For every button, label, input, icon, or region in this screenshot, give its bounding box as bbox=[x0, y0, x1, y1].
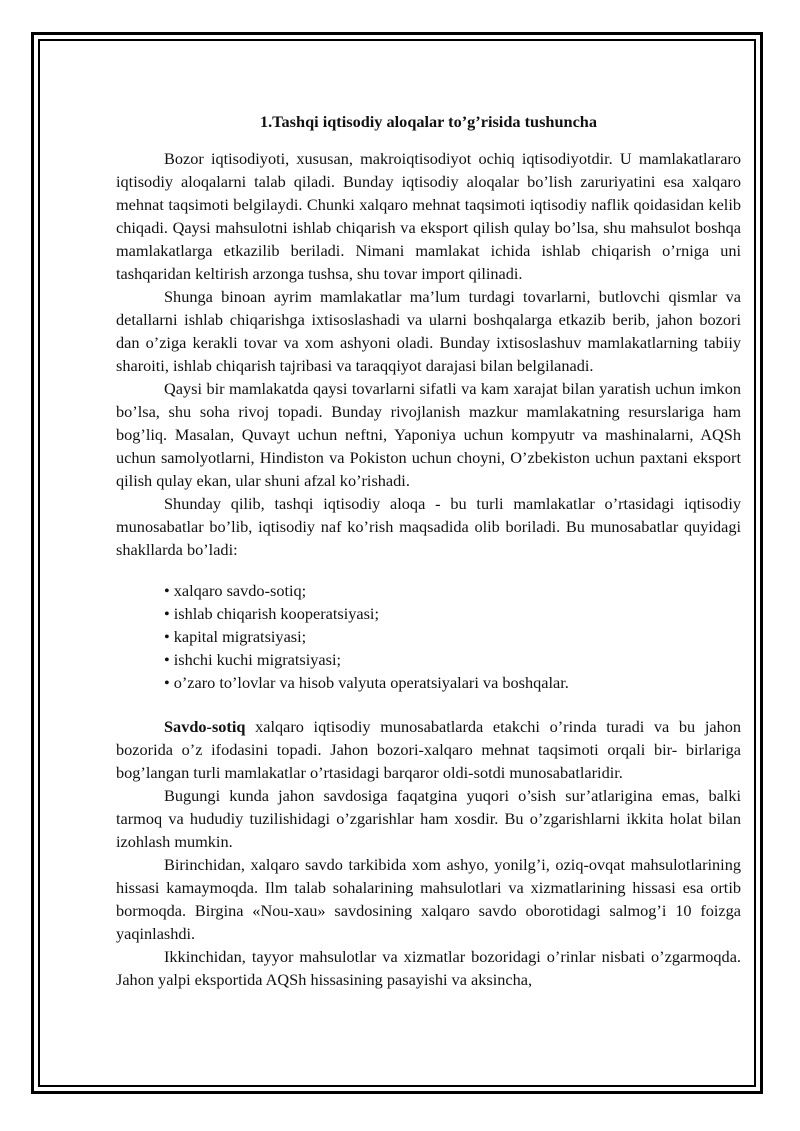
bold-term: Savdo-sotiq bbox=[164, 717, 246, 736]
spacer bbox=[116, 694, 741, 715]
paragraph: Bozor iqtisodiyoti, xususan, makroiqtisodiyot ochiq iqtisodiyotdir. U mamlakatlararo iqtisodiy aloqalarni talab qiladi. Bunday iqtisodiy aloqalar bo’lish zaruriyatini esa xalqaro mehnat taqsimoti belgilaydi. Chunki xalqaro mehnat taqsimoti iqtisodiy naflik qoidasidan kelib chiqadi. Qaysi mahsulotni ishlab chiqarish va eksport qilish qulay bo’lsa, shu mahsulot boshqa mamlakatlarga etkazilib beriladi. Nimani mamlakat ichida ishlab chiqarish o’rniga uni tashqaridan keltirish arzonga tushsa, shu tovar import qilinadi. bbox=[116, 149, 741, 283]
bullet-glyph: • bbox=[164, 673, 170, 692]
paragraph-text: xalqaro iqtisodiy munosabatlarda etakchi o’rinda turadi va bu jahon bozorida o’z ifodasini topadi. Jahon bozori-xalqaro mehnat taqsimoti orqali bir- birlariga bog’langan turli mamlakatlar o’rtasidagi barqaror oldi-sotdi munosabatlaridir. bbox=[116, 717, 741, 782]
paragraph: Shunday qilib, tashqi iqtisodiy aloqa - bu turli mamlakatlar o’rtasidagi iqtisodiy munosabatlar bo’lib, iqtisodiy naf ko’rish maqsadida olib boriladi. Bu munosabatlar quyidagi shakllarda bo’ladi: bbox=[116, 494, 741, 559]
bullet-glyph: • bbox=[164, 650, 170, 669]
bullet-glyph: • bbox=[164, 604, 170, 623]
list-item: • xalqaro savdo-sotiq; bbox=[164, 581, 307, 600]
list-item: • o’zaro to’lovlar va hisob valyuta operatsiyalari va boshqalar. bbox=[164, 673, 569, 692]
bullet-glyph: • bbox=[164, 627, 170, 646]
list-item: • ishlab chiqarish kooperatsiyasi; bbox=[164, 604, 379, 623]
document-body bbox=[116, 110, 741, 991]
spacer bbox=[116, 561, 741, 579]
list-item: • kapital migratsiyasi; bbox=[164, 627, 307, 646]
paragraph: Bugungi kunda jahon savdosiga faqatgina yuqori o’sish sur’atlarigina emas, balki tarmoq va hududiy tuzilishidagi o’zgarishlar ham xosdir. Bu o’zgarishlarni ikkita holat bilan izohlash mumkin. bbox=[116, 786, 741, 851]
list-item: • ishchi kuchi migratsiyasi; bbox=[164, 650, 342, 669]
paragraph: Qaysi bir mamlakatda qaysi tovarlarni sifatli va kam xarajat bilan yaratish uchun imkon bo’lsa, shu soha rivoj topadi. Bunday rivojlanish mazkur mamlakatning resurslariga ham bog’liq. Masalan, Quvayt uchun neftni, Yaponiya uchun kompyutr va mashinalarni, AQSh uchun samolyotlarni, Hindiston va Pokiston uchun choyni, O’zbekiston uchun paxtani eksport qilish qulay ekan, ular shuni afzal ko’rishadi. bbox=[116, 379, 741, 490]
forms-list bbox=[116, 579, 741, 694]
paragraph: Shunga binoan ayrim mamlakatlar ma’lum turdagi tovarlarni, butlovchi qismlar va detallarni ishlab chiqarishga ixtisoslashadi va ularni boshqalarga etkazib berib, jahon bozori dan o’ziga kerakli tovar va xom ashyoni oladi. Bunday ixtisoslashuv mamlakatlarning tabiiy sharoiti, ishlab chiqarish tajribasi va taraqqiyot darajasi bilan belgilanadi. bbox=[116, 287, 741, 375]
paragraph-savdo bbox=[116, 715, 741, 784]
document-title: 1.Tashqi iqtisodiy aloqalar to’g’risida tushuncha bbox=[259, 112, 598, 131]
paragraph: Ikkinchidan, tayyor mahsulotlar va xizmatlar bozoridagi o’rinlar nisbati o’zgarmoqda. Jahon yalpi eksportida AQSh hissasining pasayishi va aksincha, bbox=[116, 947, 741, 989]
bullet-glyph: • bbox=[164, 581, 170, 600]
paragraph: Birinchidan, xalqaro savdo tarkibida xom ashyo, yonilg’i, oziq-ovqat mahsulotlarining hissasi kamaymoqda. Ilm talab sohalarining mahsulotlari va xizmatlarining hissasi esa ortib bormoqda. Birgina «Nou-xau» savdosining xalqaro savdo oborotidagi salmog’i 10 foizga yaqinlashdi. bbox=[116, 855, 741, 943]
